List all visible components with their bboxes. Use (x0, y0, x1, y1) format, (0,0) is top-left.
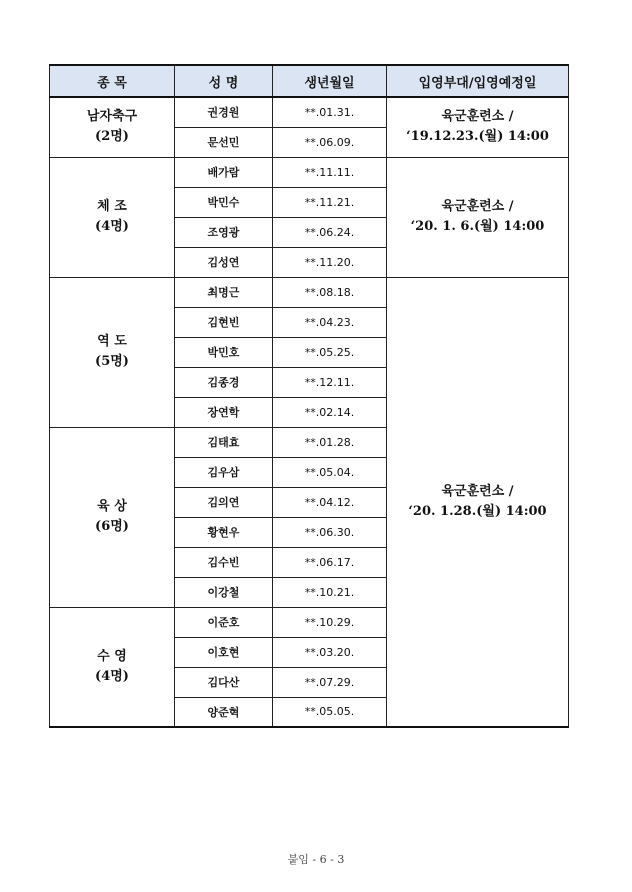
athlete-dob: **.01.28. (273, 427, 387, 457)
enlistment-table (49, 64, 569, 728)
athlete-name: 박민수 (175, 187, 273, 217)
athlete-dob: **.10.29. (273, 607, 387, 637)
header-dob: 생년월일 (273, 65, 387, 97)
athlete-name: 배가람 (175, 157, 273, 187)
page-footer: 붙임 - 6 - 3 (287, 853, 345, 866)
table-row (50, 157, 569, 187)
sport-name: 체 조 (97, 199, 127, 214)
unit-name: 육군훈련소 / (441, 483, 514, 499)
athlete-dob: **.05.04. (273, 457, 387, 487)
sport-count: (2명) (95, 129, 129, 145)
sport-cell (50, 277, 175, 427)
sport-cell (50, 607, 175, 727)
sport-count: (4명) (95, 219, 129, 234)
athlete-dob: **.05.25. (273, 337, 387, 367)
athlete-name: 김우삼 (175, 457, 273, 487)
athlete-dob: **.10.21. (273, 577, 387, 607)
athlete-dob: **.07.29. (273, 667, 387, 697)
table-row (50, 97, 569, 127)
athlete-dob: **.04.23. (273, 307, 387, 337)
athlete-name: 이강철 (175, 577, 273, 607)
athlete-dob: **.06.17. (273, 547, 387, 577)
athlete-dob: **.06.09. (273, 127, 387, 157)
athlete-dob: **.03.20. (273, 637, 387, 667)
unit-date: ‘19.12.23.(월) 14:00 (406, 129, 549, 145)
sport-cell (50, 157, 175, 277)
athlete-name: 김현빈 (175, 307, 273, 337)
athlete-dob: **.11.11. (273, 157, 387, 187)
header-row (50, 65, 569, 97)
athlete-dob: **.12.11. (273, 367, 387, 397)
athlete-name: 김태효 (175, 427, 273, 457)
header-sport: 종 목 (50, 65, 175, 97)
athlete-name: 김수빈 (175, 547, 273, 577)
sport-name: 수 영 (97, 648, 127, 664)
unit-cell (387, 277, 569, 727)
athlete-dob: **.01.31. (273, 97, 387, 127)
athlete-name: 김성연 (175, 247, 273, 277)
athlete-name: 조영광 (175, 217, 273, 247)
header-unit: 입영부대/입영예정일 (387, 65, 569, 97)
sport-count: (4명) (95, 668, 129, 684)
unit-date: ‘20. 1. 6.(월) 14:00 (410, 219, 545, 234)
athlete-name: 양준혁 (175, 697, 273, 727)
athlete-dob: **.08.18. (273, 277, 387, 307)
athlete-name: 황현우 (175, 517, 273, 547)
athlete-name: 김의연 (175, 487, 273, 517)
sport-name: 역 도 (97, 334, 127, 349)
athlete-name: 권경원 (175, 97, 273, 127)
athlete-dob: **.04.12. (273, 487, 387, 517)
sport-count: (6명) (95, 519, 129, 534)
athlete-name: 김종경 (175, 367, 273, 397)
unit-cell (387, 97, 569, 157)
table-row (50, 277, 569, 307)
athlete-name: 박민호 (175, 337, 273, 367)
unit-name: 육군훈련소 / (441, 199, 514, 214)
athlete-dob: **.11.21. (273, 187, 387, 217)
athlete-dob: **.02.14. (273, 397, 387, 427)
athlete-dob: **.06.30. (273, 517, 387, 547)
athlete-name: 최명근 (175, 277, 273, 307)
unit-cell (387, 157, 569, 277)
athlete-name: 문선민 (175, 127, 273, 157)
athlete-name: 장연학 (175, 397, 273, 427)
athlete-name: 이준호 (175, 607, 273, 637)
athlete-name: 김다산 (175, 667, 273, 697)
sport-cell (50, 427, 175, 607)
unit-name: 육군훈련소 / (441, 109, 514, 125)
athlete-dob: **.05.05. (273, 697, 387, 727)
athlete-name: 이호현 (175, 637, 273, 667)
sport-cell (50, 97, 175, 157)
sport-name: 육 상 (97, 499, 127, 514)
header-name: 성 명 (175, 65, 273, 97)
sport-count: (5명) (95, 354, 129, 369)
athlete-dob: **.06.24. (273, 217, 387, 247)
unit-date: ‘20. 1.28.(월) 14:00 (408, 503, 547, 519)
sport-name: 남자축구 (86, 109, 138, 125)
athlete-dob: **.11.20. (273, 247, 387, 277)
